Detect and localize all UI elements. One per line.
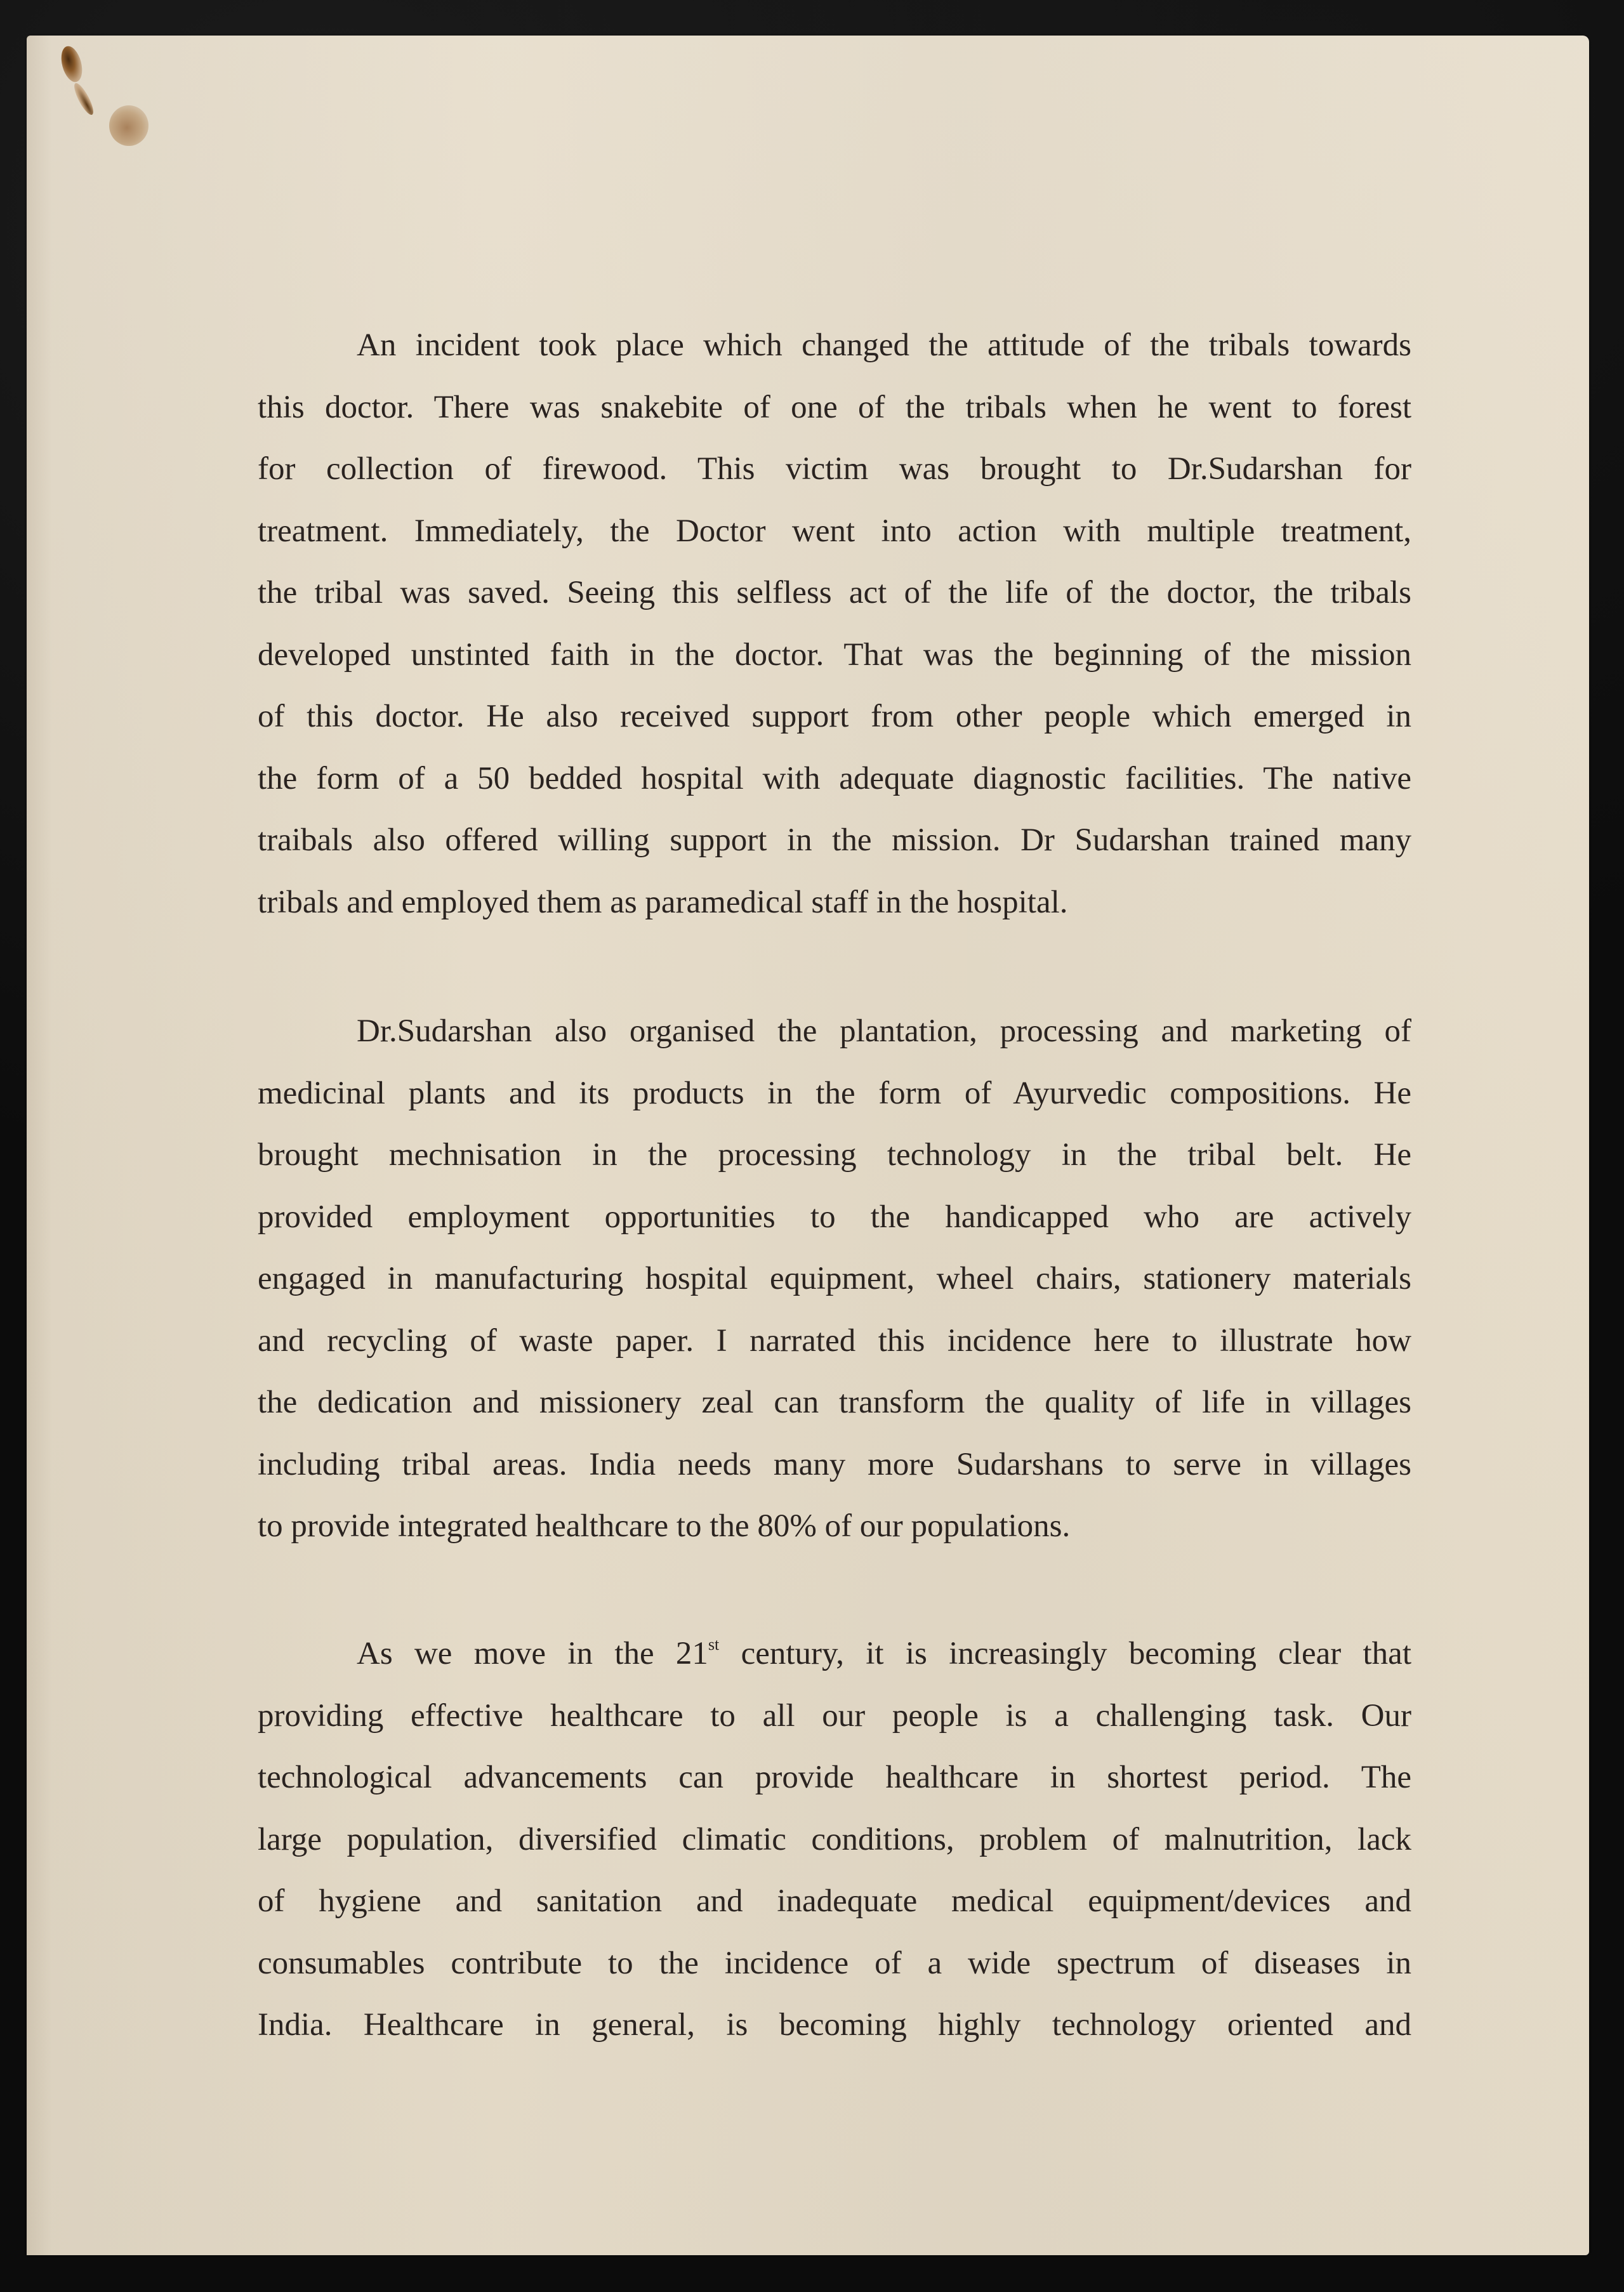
text-line: providing effective healthcare to all our people is a challenging task. Our [258, 1697, 1411, 1734]
stain-spot-icon [109, 105, 149, 146]
text-fragment: As we move in the 21 [357, 1636, 708, 1671]
text-line: of this doctor. He also received support from other people which emerged in [258, 699, 1411, 734]
text-line: including tribal areas. India needs many more Sudarshans to serve in villages [258, 1446, 1411, 1482]
text-line: India. Healthcare in general, is becoming highly technology oriented and [258, 2007, 1411, 2043]
text-line: traibals also offered willing support in the mission. Dr Sudarshan trained many [258, 822, 1411, 858]
paragraph-3 [258, 1623, 1411, 2057]
text-line: An incident took place which changed the attitude of the tribals towards [357, 327, 1411, 363]
text-line: the tribal was saved. Seeing this selfless act of the life of the doctor, the tribals [258, 575, 1411, 610]
text-line: this doctor. There was snakebite of one of the tribals when he went to forest [258, 389, 1411, 425]
text-line: the dedication and missionery zeal can transform the quality of life in villages [258, 1385, 1411, 1420]
text-line: medicinal plants and its products in the form of Ayurvedic compositions. He [258, 1075, 1411, 1111]
stain-mark-icon [58, 44, 86, 84]
text-line: brought mechnisation in the processing technology in the tribal belt. He [258, 1137, 1411, 1173]
text-line [258, 1623, 1411, 1685]
text-line: consumables contribute to the incidence of a wide spectrum of diseases in [258, 1945, 1411, 1981]
text-line: engaged in manufacturing hospital equipment, wheel chairs, stationery materials [258, 1261, 1411, 1296]
paragraph-2 [258, 1001, 1411, 1558]
stain-mark-icon [71, 81, 96, 117]
paper-page [27, 36, 1589, 2255]
text-line: the form of a 50 bedded hospital with adequate diagnostic facilities. The native [258, 760, 1411, 796]
text-line: to provide integrated healthcare to the 80% of our populations. [258, 1508, 1071, 1544]
text-line: tribals and employed them as paramedical staff in the hospital. [258, 884, 1068, 920]
text-line: of hygiene and sanitation and inadequate medical equipment/devices and [258, 1883, 1411, 1919]
text-line: treatment. Immediately, the Doctor went into action with multiple treatment, [258, 513, 1411, 549]
text-line: and recycling of waste paper. I narrated this incidence here to illustrate how [258, 1322, 1411, 1359]
text-line: provided employment opportunities to the handicapped who are actively [258, 1199, 1411, 1235]
text-line: large population, diversified climatic conditions, problem of malnutrition, lack [258, 1821, 1411, 1857]
text-fragment: century, it is increasingly becoming clear that [719, 1636, 1411, 1671]
paragraph-1 [258, 315, 1411, 933]
text-line: for collection of firewood. This victim was brought to Dr.Sudarshan for [258, 451, 1411, 487]
superscript-ordinal: st [708, 1635, 720, 1654]
text-line: developed unstinted faith in the doctor. That was the beginning of the mission [258, 636, 1411, 673]
text-line: technological advancements can provide healthcare in shortest period. The [258, 1760, 1411, 1795]
text-line: Dr.Sudarshan also organised the plantation, processing and marketing of [357, 1013, 1411, 1049]
